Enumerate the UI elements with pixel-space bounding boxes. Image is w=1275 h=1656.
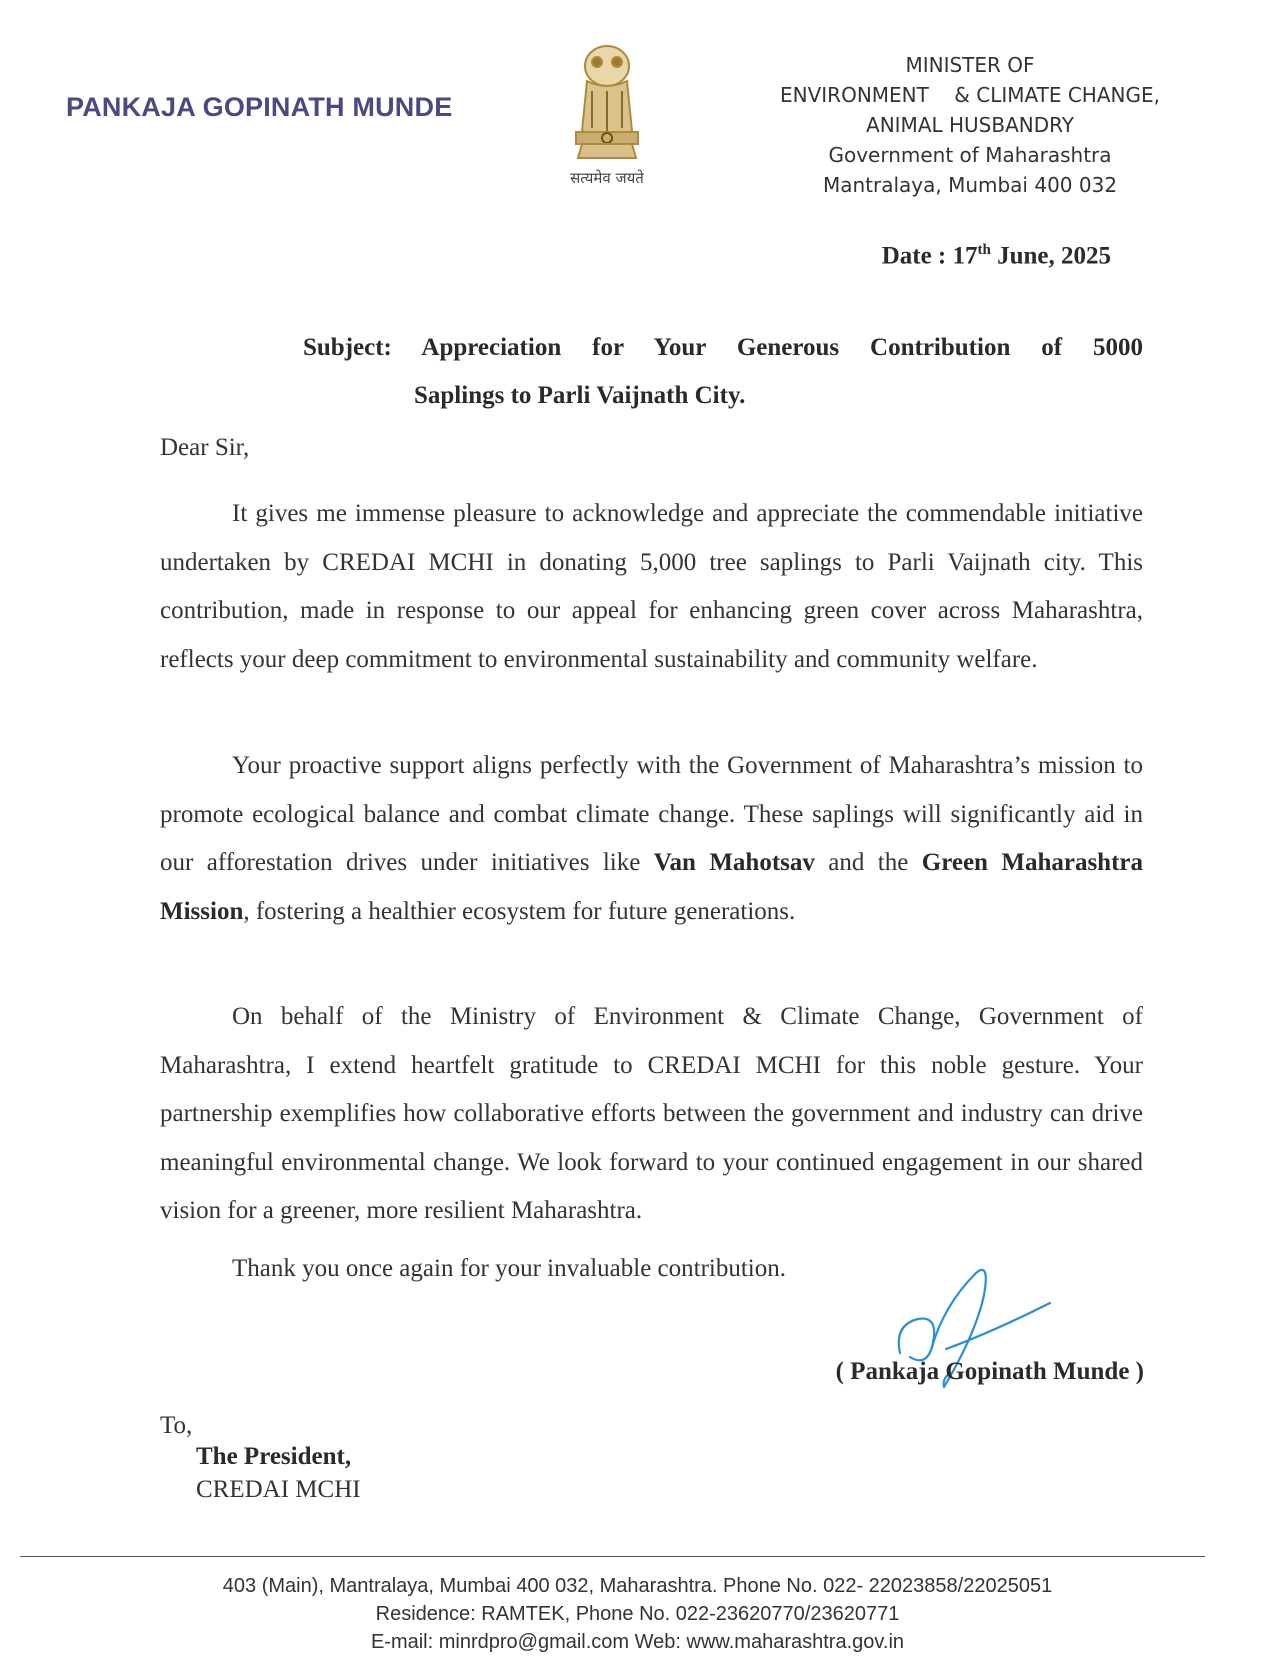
body-paragraph-2 — [160, 742, 1143, 936]
date-rest: June, 2025 — [990, 242, 1111, 270]
office-line: Government of Maharashtra — [828, 143, 1112, 167]
body-paragraph-1: It gives me immense pleasure to acknowledge and appreciate the commendable initiative undertaken by CREDAI MCHI in donating 5,000 tree saplings to Parli Vaijnath city. This contribution, made in response to our appeal for enhancing green cover across Maharashtra, reflects your deep commitment to environmental sustainability and community welfare. — [160, 500, 1143, 673]
van-mahotsav: Van Mahotsav — [653, 849, 815, 876]
salutation: Dear Sir, — [160, 434, 250, 461]
office-line: MINISTER OF — [905, 53, 1035, 77]
letter-date — [882, 242, 1111, 270]
emblem-motto: सत्यमेव जयते — [570, 169, 644, 187]
footer-address: 403 (Main), Mantralaya, Mumbai 400 032, Maharashtra. Phone No. 022- 22023858/22025051 — [222, 1575, 1053, 1597]
subject-line-2: Saplings to Parli Vaijnath City. — [414, 382, 746, 409]
office-line: ANIMAL HUSBANDRY — [866, 113, 1074, 137]
footer-contact: E-mail: minrdpro@gmail.com Web: www.maharashtra.gov.in — [370, 1631, 905, 1653]
green-maharashtra-mission: Green Maharashtra Mission — [160, 849, 1144, 925]
office-line: ENVIRONMENT & CLIMATE CHANGE, — [780, 83, 1160, 107]
date-suffix: th — [977, 242, 991, 258]
p2-text-c: and the — [814, 849, 922, 876]
signatory-name: ( Pankaja Gopinath Munde ) — [835, 1358, 1144, 1385]
office-address — [760, 50, 1180, 200]
p2-text-e: , fostering a healthier ecosystem for future generations. — [243, 897, 796, 925]
p2-text-a: Your proactive support aligns perfectly with the Government of Maharashtra’s mission to promote ecological balance and combat climate change. These saplings will significantly aid in our afforestation drives under initiatives like — [160, 752, 1143, 876]
office-line: Mantralaya, Mumbai 400 032 — [822, 173, 1118, 197]
recipient-org: CREDAI MCHI — [196, 1476, 361, 1503]
sender-name: PANKAJA GOPINATH MUNDE — [66, 92, 453, 122]
footer-divider — [20, 1556, 1205, 1557]
date-prefix: Date : 17 — [881, 242, 978, 270]
recipient-to: To, — [160, 1412, 193, 1439]
body-paragraph-3: On behalf of the Ministry of Environment & Climate Change, Government of Maharashtra, I extend heartfelt gratitude to CREDAI MCHI for this noble gesture. Your partnership exemplifies how collaborative efforts between the government and industry can drive meaningful environmental change. We look forward to your continued engagement in our shared vision for a greener, more resilient Maharashtra. — [160, 1003, 1143, 1224]
footer-residence: Residence: RAMTEK, Phone No. 022-23620770/23620771 — [375, 1603, 900, 1625]
recipient-title: The President, — [196, 1443, 352, 1470]
signature-icon — [880, 1255, 1100, 1415]
body-paragraph-4: Thank you once again for your invaluable contribution. — [232, 1255, 787, 1282]
subject-line-1: Subject: Appreciation for Your Generous Contribution of 5000 — [303, 334, 1143, 361]
